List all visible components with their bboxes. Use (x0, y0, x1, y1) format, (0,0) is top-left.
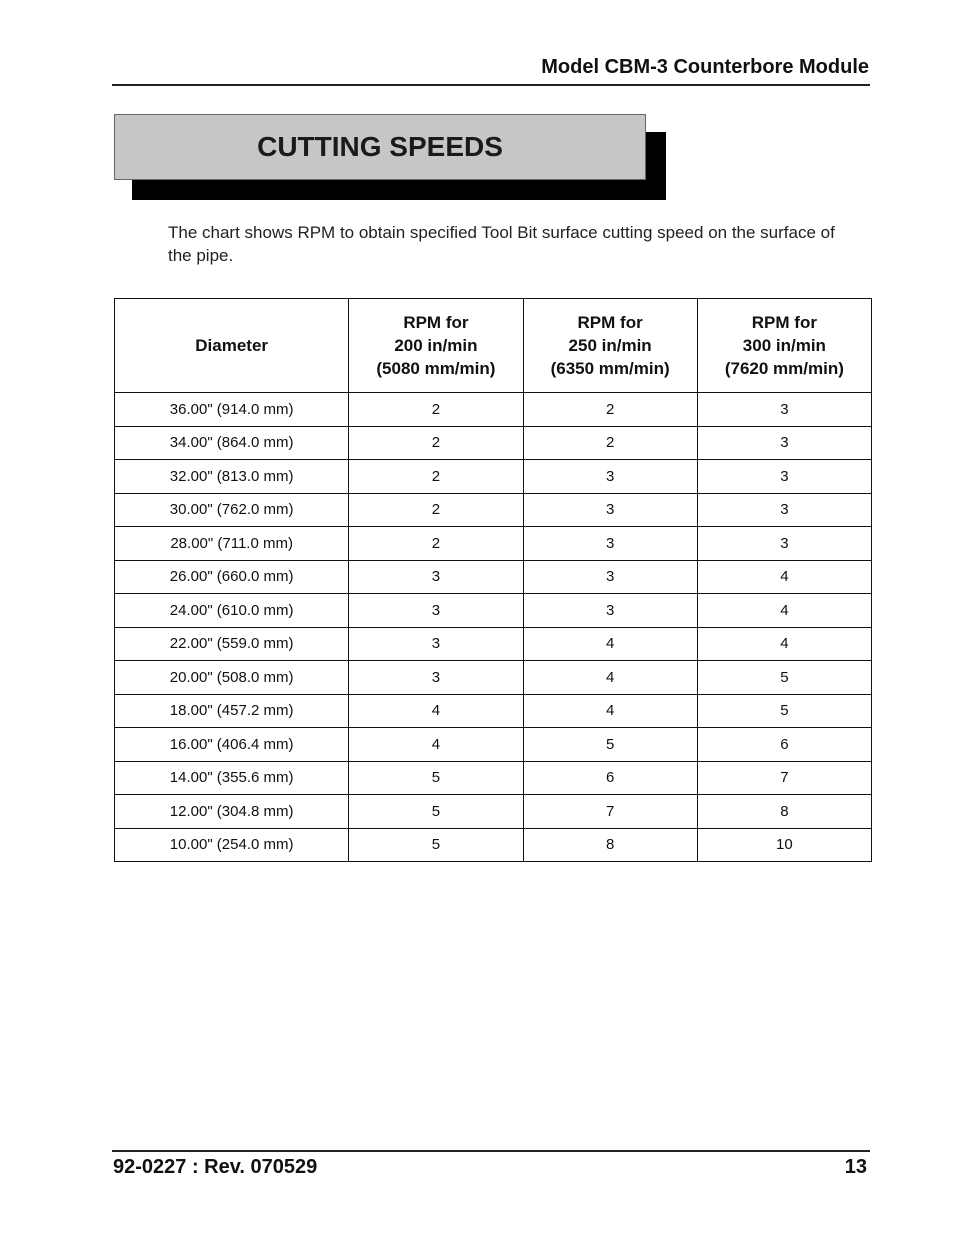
rpm-cell: 7 (697, 761, 871, 795)
title-box-face (114, 114, 646, 180)
diameter-cell: 28.00" (711.0 mm) (115, 527, 349, 561)
table-row (115, 426, 872, 460)
header-line: 300 in/min (742, 336, 826, 355)
diameter-cell: 16.00" (406.4 mm) (115, 728, 349, 762)
header-line: RPM for (577, 313, 643, 332)
rpm-cell: 3 (523, 493, 697, 527)
header-line: (7620 mm/min) (724, 359, 844, 378)
page-number: 13 (844, 1156, 867, 1178)
rpm-cell: 4 (697, 594, 871, 628)
header-line: RPM for (403, 313, 469, 332)
diameter-cell: 26.00" (660.0 mm) (115, 560, 349, 594)
header-rpm-300 (697, 299, 871, 393)
diameter-cell: 18.00" (457.2 mm) (115, 694, 349, 728)
table-row (115, 594, 872, 628)
rpm-cell: 3 (349, 594, 523, 628)
table-row (115, 661, 872, 695)
rpm-cell: 3 (349, 627, 523, 661)
header-rpm-200 (349, 299, 523, 393)
rpm-cell: 5 (349, 828, 523, 862)
rpm-cell: 3 (523, 560, 697, 594)
section-title: CUTTING SPEEDS (257, 131, 503, 162)
cutting-speeds-table (114, 298, 872, 862)
table-row (115, 493, 872, 527)
rpm-cell: 4 (697, 560, 871, 594)
rpm-cell: 6 (523, 761, 697, 795)
table-row (115, 728, 872, 762)
rpm-cell: 2 (349, 527, 523, 561)
diameter-cell: 24.00" (610.0 mm) (115, 594, 349, 628)
diameter-cell: 20.00" (508.0 mm) (115, 661, 349, 695)
table-row (115, 527, 872, 561)
diameter-cell: 32.00" (813.0 mm) (115, 460, 349, 494)
rpm-cell: 2 (523, 426, 697, 460)
header-line: (6350 mm/min) (550, 359, 670, 378)
rpm-cell: 2 (523, 393, 697, 427)
intro-paragraph: The chart shows RPM to obtain specified Tool Bit surface cutting speed on the surface of the pipe. (168, 223, 835, 265)
table-row (115, 795, 872, 829)
rpm-cell: 3 (697, 426, 871, 460)
rpm-cell: 4 (349, 694, 523, 728)
diameter-cell: 22.00" (559.0 mm) (115, 627, 349, 661)
rpm-cell: 4 (523, 627, 697, 661)
diameter-cell: 10.00" (254.0 mm) (115, 828, 349, 862)
rpm-cell: 10 (697, 828, 871, 862)
section-title-box (114, 114, 666, 200)
rpm-cell: 3 (349, 661, 523, 695)
rpm-cell: 5 (349, 761, 523, 795)
rpm-cell: 7 (523, 795, 697, 829)
rpm-cell: 4 (523, 694, 697, 728)
table-row (115, 627, 872, 661)
diameter-cell: 12.00" (304.8 mm) (115, 795, 349, 829)
rpm-cell: 4 (349, 728, 523, 762)
table-body (115, 393, 872, 862)
rpm-cell: 5 (697, 661, 871, 695)
diameter-cell: 34.00" (864.0 mm) (115, 426, 349, 460)
rpm-cell: 5 (349, 795, 523, 829)
rpm-cell: 2 (349, 493, 523, 527)
rpm-cell: 2 (349, 426, 523, 460)
table-row (115, 828, 872, 862)
header-title: Model CBM-3 Counterbore Module (541, 56, 869, 78)
rpm-cell: 8 (697, 795, 871, 829)
table-row (115, 761, 872, 795)
header-line: 200 in/min (394, 336, 478, 355)
rpm-cell: 4 (523, 661, 697, 695)
table-row (115, 460, 872, 494)
rpm-cell: 5 (697, 694, 871, 728)
rpm-cell: 3 (523, 460, 697, 494)
rpm-cell: 3 (697, 393, 871, 427)
table-row (115, 393, 872, 427)
header-line: (5080 mm/min) (376, 359, 496, 378)
rpm-cell: 5 (523, 728, 697, 762)
table-header-row (115, 299, 872, 393)
header-rpm-250 (523, 299, 697, 393)
footer-divider (112, 1150, 870, 1152)
header-line: Diameter (195, 336, 269, 355)
diameter-cell: 14.00" (355.6 mm) (115, 761, 349, 795)
header-diameter (115, 299, 349, 393)
rpm-cell: 8 (523, 828, 697, 862)
rpm-cell: 4 (697, 627, 871, 661)
header-line: RPM for (751, 313, 817, 332)
table-row (115, 694, 872, 728)
rpm-cell: 3 (523, 594, 697, 628)
rpm-cell: 2 (349, 393, 523, 427)
header-line: 250 in/min (568, 336, 652, 355)
table-row (115, 560, 872, 594)
rpm-cell: 3 (697, 460, 871, 494)
rpm-cell: 3 (349, 560, 523, 594)
rpm-cell: 3 (523, 527, 697, 561)
rpm-cell: 6 (697, 728, 871, 762)
diameter-cell: 30.00" (762.0 mm) (115, 493, 349, 527)
rpm-cell: 3 (697, 493, 871, 527)
header-divider (112, 84, 870, 86)
diameter-cell: 36.00" (914.0 mm) (115, 393, 349, 427)
rpm-cell: 2 (349, 460, 523, 494)
document-id: 92-0227 : Rev. 070529 (113, 1156, 318, 1178)
rpm-cell: 3 (697, 527, 871, 561)
